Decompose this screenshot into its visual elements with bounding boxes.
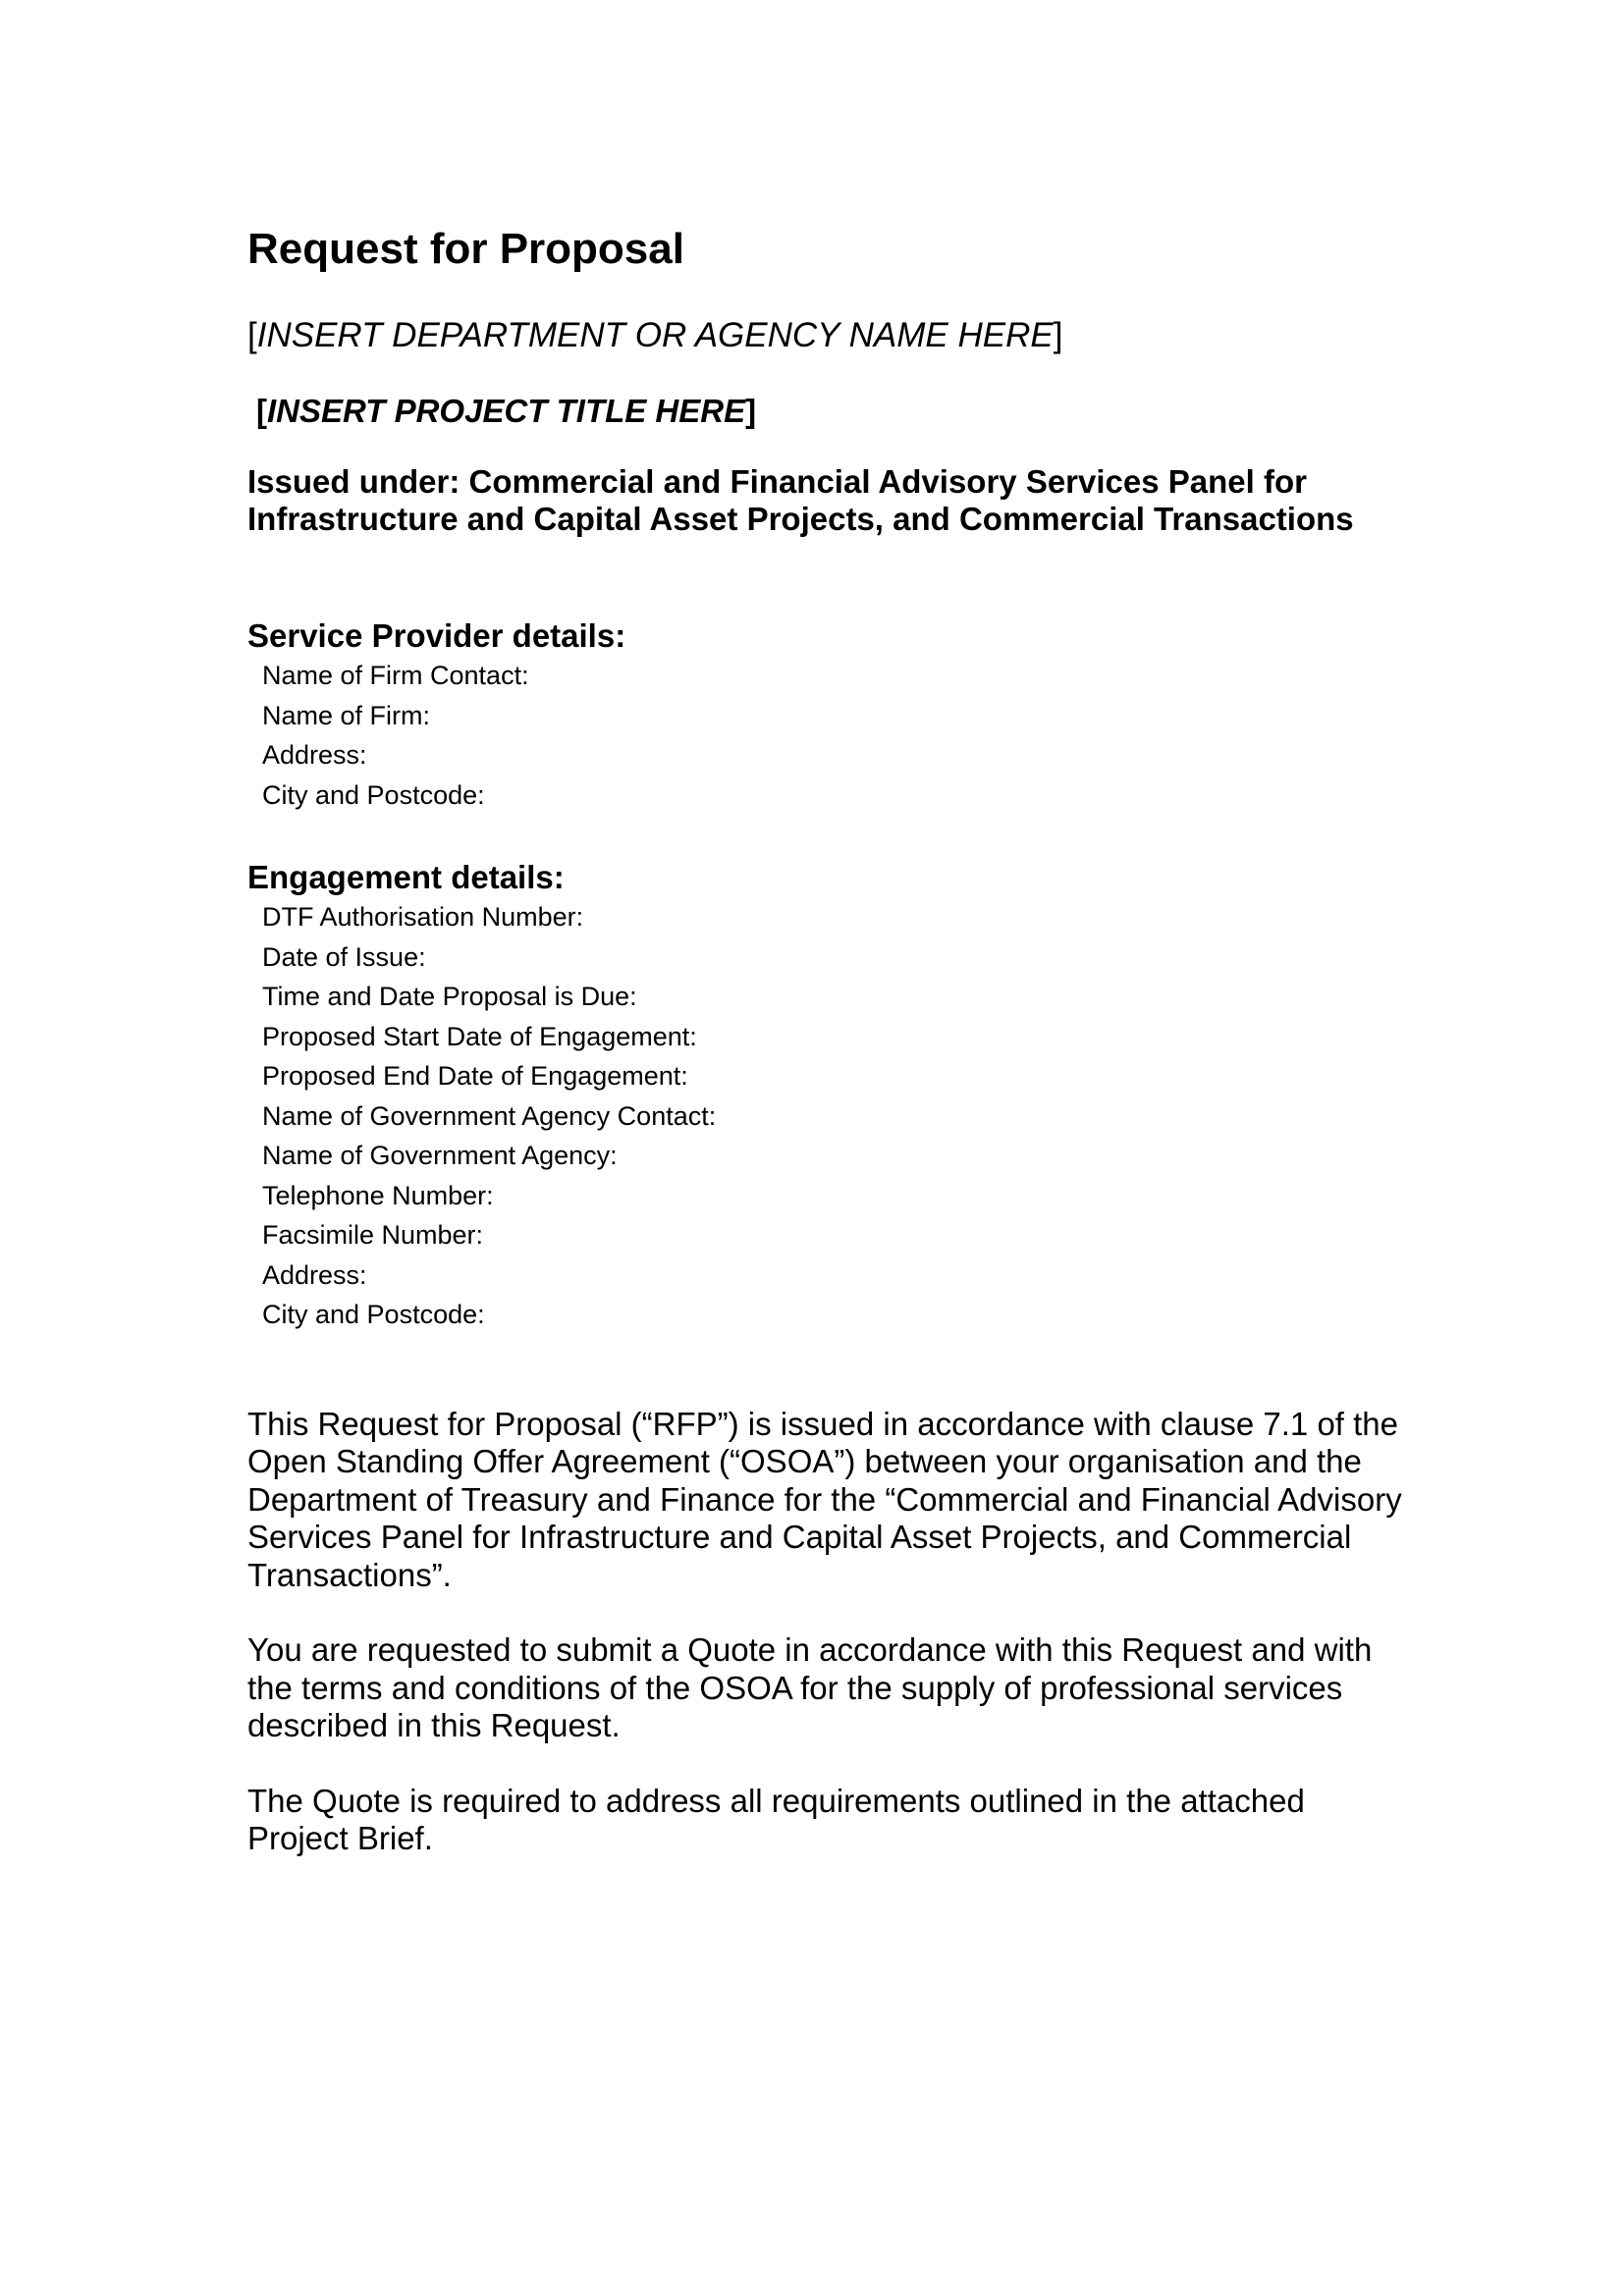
field-firm-contact: Name of Firm Contact: [262,661,529,691]
department-placeholder [247,315,1406,356]
document-title: Request for Proposal [247,225,684,273]
field-agency-name: Name of Government Agency: [262,1141,618,1171]
engagement-fields [247,897,1406,1335]
field-firm-city-postcode: City and Postcode: [262,779,485,810]
issued-under-statement: Issued under: Commercial and Financial Advisory Services Panel for Infrastructure and Capital Asset Projects, and Commercial Transactions [247,463,1354,538]
project-close-bracket: ] [745,392,757,429]
document-page [247,224,1406,1858]
engagement-heading: Engagement details: [247,859,565,896]
field-date-of-issue: Date of Issue: [262,941,426,972]
field-facsimile: Facsimile Number: [262,1220,484,1251]
field-firm-address: Address: [262,740,367,771]
field-firm-name: Name of Firm: [262,700,431,730]
service-provider-heading: Service Provider details: [247,617,626,655]
field-start-date: Proposed Start Date of Engagement: [262,1021,697,1051]
department-open-bracket: [ [247,315,257,354]
field-agency-address: Address: [262,1259,367,1290]
project-open-bracket: [ [256,392,267,429]
project-title-placeholder [247,392,1406,431]
field-agency-city-postcode: City and Postcode: [262,1300,485,1330]
service-provider-fields [247,656,1406,815]
rfp-intro-paragraph: This Request for Proposal (“RFP”) is issued in accordance with clause 7.1 of the Open Standing Offer Agreement (“OSOA”) between your organisation and the Department of Treasury and Finance for the “Commercial and Financial Advisory Services Panel for Infrastructure and Capital Asset Projects, and Commercial Transactions”. [247,1405,1402,1593]
field-agency-contact: Name of Government Agency Contact: [262,1100,717,1131]
field-dtf-authorisation-number: DTF Authorisation Number: [262,902,584,933]
project-placeholder-text: INSERT PROJECT TITLE HERE [267,392,746,429]
quote-request-paragraph: You are requested to submit a Quote in accordance with this Request and with the terms and conditions of the OSOA for the supply of professional services described in this Request. [247,1631,1373,1744]
department-placeholder-text: INSERT DEPARTMENT OR AGENCY NAME HERE [256,315,1054,354]
field-proposal-due: Time and Date Proposal is Due: [262,982,637,1012]
department-close-bracket: ] [1053,315,1063,354]
field-end-date: Proposed End Date of Engagement: [262,1061,688,1092]
quote-requirements-paragraph: The Quote is required to address all requirements outlined in the attached Project Brief. [247,1782,1305,1857]
field-telephone: Telephone Number: [262,1180,494,1210]
